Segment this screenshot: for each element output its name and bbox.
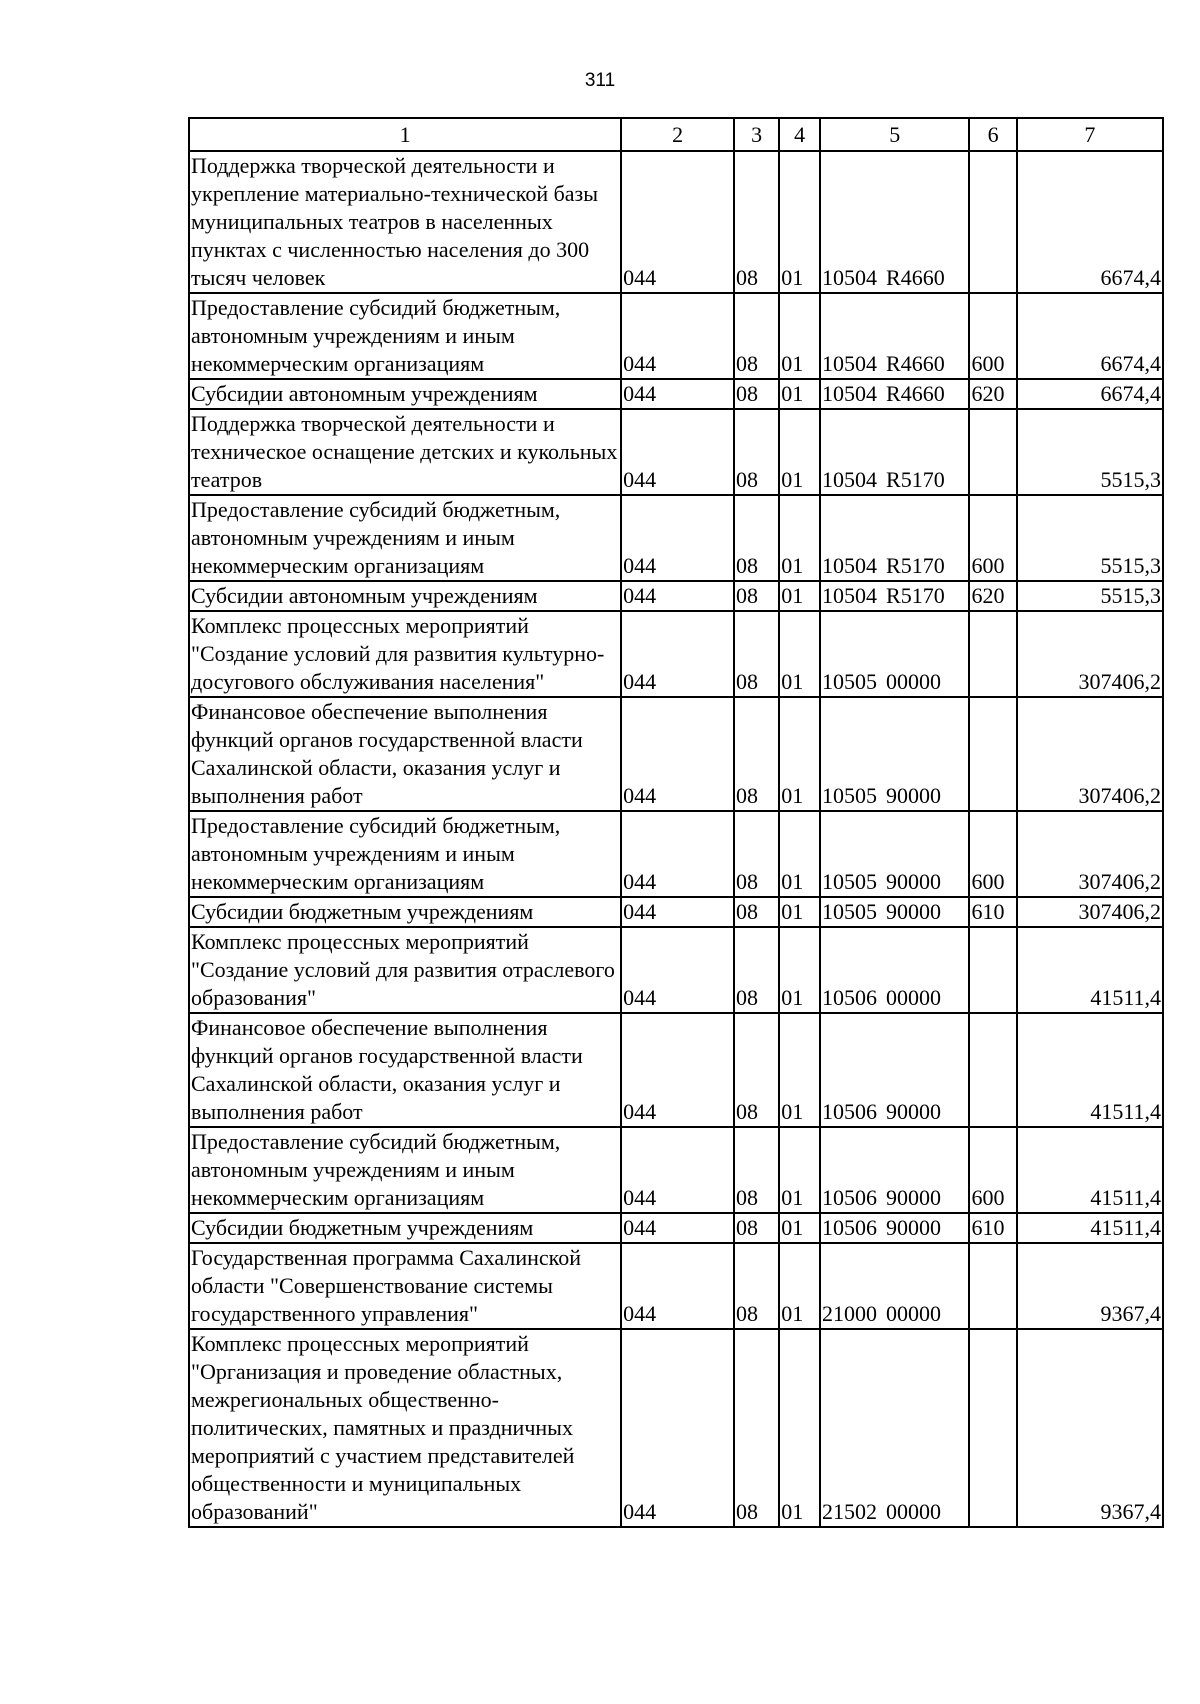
table-row <box>189 1213 1163 1243</box>
row-subsection-code: 01 <box>779 611 820 697</box>
row-ministry-code: 044 <box>621 1127 734 1213</box>
table-row <box>189 293 1163 379</box>
row-amount: 5515,3 <box>1017 409 1163 495</box>
row-section-code: 08 <box>734 1127 779 1213</box>
row-target-code <box>820 1329 969 1527</box>
row-section-code: 08 <box>734 927 779 1013</box>
row-expense-type <box>969 409 1016 495</box>
row-target-code <box>820 927 969 1013</box>
target-code-part-2: 90000 <box>886 869 942 894</box>
row-amount: 41511,4 <box>1017 927 1163 1013</box>
row-expense-type: 620 <box>969 379 1016 409</box>
target-code-part-2: R4660 <box>886 351 945 376</box>
row-name: Предоставление субсидий бюджетным, автономным учреждениям и иным некоммерческим организациям <box>189 495 621 581</box>
row-section-code: 08 <box>734 897 779 927</box>
table-row <box>189 581 1163 611</box>
target-code-part-1: 10505 <box>822 783 878 808</box>
row-ministry-code: 044 <box>621 1329 734 1527</box>
row-target-code <box>820 697 969 811</box>
row-ministry-code: 044 <box>621 1013 734 1127</box>
row-subsection-code: 01 <box>779 409 820 495</box>
column-header-2: 2 <box>621 118 734 151</box>
column-header-4: 4 <box>779 118 820 151</box>
row-target-code <box>820 1013 969 1127</box>
target-code-part-1: 10506 <box>822 1185 878 1210</box>
row-target-code <box>820 151 969 293</box>
row-name: Финансовое обеспечение выполнения функций органов государственной власти Сахалинской области, оказания услуг и выполнения работ <box>189 697 621 811</box>
row-expense-type: 600 <box>969 1127 1016 1213</box>
row-ministry-code: 044 <box>621 1213 734 1243</box>
row-ministry-code: 044 <box>621 293 734 379</box>
row-name: Финансовое обеспечение выполнения функций органов государственной власти Сахалинской области, оказания услуг и выполнения работ <box>189 1013 621 1127</box>
row-section-code: 08 <box>734 379 779 409</box>
row-ministry-code: 044 <box>621 379 734 409</box>
row-subsection-code: 01 <box>779 495 820 581</box>
table-row <box>189 1329 1163 1527</box>
row-expense-type <box>969 697 1016 811</box>
row-subsection-code: 01 <box>779 811 820 897</box>
table-row <box>189 379 1163 409</box>
row-name: Государственная программа Сахалинской области "Совершенствование системы государственного управления" <box>189 1243 621 1329</box>
column-header-7: 7 <box>1017 118 1163 151</box>
row-ministry-code: 044 <box>621 581 734 611</box>
table-row <box>189 611 1163 697</box>
row-subsection-code: 01 <box>779 1329 820 1527</box>
target-code-part-2: R4660 <box>886 265 945 290</box>
target-code-part-1: 10506 <box>822 1215 878 1240</box>
row-target-code <box>820 1243 969 1329</box>
row-ministry-code: 044 <box>621 897 734 927</box>
row-section-code: 08 <box>734 1329 779 1527</box>
row-ministry-code: 044 <box>621 811 734 897</box>
table-row <box>189 697 1163 811</box>
row-target-code <box>820 409 969 495</box>
row-amount: 41511,4 <box>1017 1213 1163 1243</box>
table-row <box>189 151 1163 293</box>
row-name: Поддержка творческой деятельности и укрепление материально-технической базы муниципальных театров в населенных пунктах с численностью населения до 300 тысяч человек <box>189 151 621 293</box>
target-code-part-1: 21502 <box>822 1499 878 1524</box>
row-section-code: 08 <box>734 495 779 581</box>
row-amount: 5515,3 <box>1017 495 1163 581</box>
column-header-1: 1 <box>189 118 621 151</box>
row-amount: 5515,3 <box>1017 581 1163 611</box>
row-expense-type <box>969 1013 1016 1127</box>
target-code-part-1: 10505 <box>822 669 878 694</box>
target-code-part-2: 90000 <box>886 1215 942 1240</box>
row-name: Комплекс процессных мероприятий "Создание условий для развития отраслевого образования" <box>189 927 621 1013</box>
row-expense-type: 610 <box>969 1213 1016 1243</box>
table-row <box>189 409 1163 495</box>
column-header-6: 6 <box>969 118 1016 151</box>
row-target-code <box>820 581 969 611</box>
target-code-part-2: 90000 <box>886 899 942 924</box>
target-code-part-1: 10505 <box>822 899 878 924</box>
row-name: Предоставление субсидий бюджетным, автономным учреждениям и иным некоммерческим организациям <box>189 293 621 379</box>
row-expense-type <box>969 151 1016 293</box>
target-code-part-1: 10505 <box>822 869 878 894</box>
row-name: Предоставление субсидий бюджетным, автономным учреждениям и иным некоммерческим организациям <box>189 1127 621 1213</box>
row-section-code: 08 <box>734 697 779 811</box>
row-ministry-code: 044 <box>621 495 734 581</box>
target-code-part-2: R5170 <box>886 467 945 492</box>
row-subsection-code: 01 <box>779 1127 820 1213</box>
target-code-part-1: 10504 <box>822 583 878 608</box>
row-section-code: 08 <box>734 811 779 897</box>
row-subsection-code: 01 <box>779 379 820 409</box>
row-amount: 307406,2 <box>1017 811 1163 897</box>
row-target-code <box>820 811 969 897</box>
row-subsection-code: 01 <box>779 927 820 1013</box>
target-code-part-2: 00000 <box>886 1499 942 1524</box>
target-code-part-2: R5170 <box>886 583 945 608</box>
row-subsection-code: 01 <box>779 581 820 611</box>
row-subsection-code: 01 <box>779 1243 820 1329</box>
row-amount: 9367,4 <box>1017 1329 1163 1527</box>
row-target-code <box>820 897 969 927</box>
target-code-part-1: 10504 <box>822 351 878 376</box>
row-subsection-code: 01 <box>779 151 820 293</box>
row-name: Субсидии бюджетным учреждениям <box>189 897 621 927</box>
target-code-part-1: 10504 <box>822 467 878 492</box>
row-name: Субсидии бюджетным учреждениям <box>189 1213 621 1243</box>
table-row <box>189 1013 1163 1127</box>
target-code-part-2: 90000 <box>886 783 942 808</box>
row-amount: 41511,4 <box>1017 1127 1163 1213</box>
budget-table <box>188 117 1164 1528</box>
column-header-3: 3 <box>734 118 779 151</box>
row-amount: 6674,4 <box>1017 151 1163 293</box>
target-code-part-2: 00000 <box>886 985 942 1010</box>
row-expense-type: 600 <box>969 293 1016 379</box>
row-ministry-code: 044 <box>621 697 734 811</box>
row-expense-type <box>969 927 1016 1013</box>
row-expense-type: 600 <box>969 495 1016 581</box>
row-expense-type: 620 <box>969 581 1016 611</box>
table-row <box>189 495 1163 581</box>
target-code-part-1: 21000 <box>822 1301 878 1326</box>
table-row <box>189 811 1163 897</box>
row-expense-type: 610 <box>969 897 1016 927</box>
row-ministry-code: 044 <box>621 927 734 1013</box>
row-amount: 307406,2 <box>1017 611 1163 697</box>
target-code-part-1: 10504 <box>822 265 878 290</box>
row-ministry-code: 044 <box>621 409 734 495</box>
table-row <box>189 897 1163 927</box>
row-amount: 6674,4 <box>1017 293 1163 379</box>
row-amount: 6674,4 <box>1017 379 1163 409</box>
row-amount: 307406,2 <box>1017 697 1163 811</box>
row-subsection-code: 01 <box>779 897 820 927</box>
row-ministry-code: 044 <box>621 1243 734 1329</box>
row-expense-type <box>969 1329 1016 1527</box>
row-target-code <box>820 379 969 409</box>
table-row <box>189 1127 1163 1213</box>
row-expense-type <box>969 1243 1016 1329</box>
target-code-part-2: 90000 <box>886 1099 942 1124</box>
row-ministry-code: 044 <box>621 151 734 293</box>
row-name: Комплекс процессных мероприятий "Организация и проведение областных, межрегиональных общественно-политических, памятных и праздничных мероприятий с участием представителей общественности и муниципальных образований" <box>189 1329 621 1527</box>
row-name: Комплекс процессных мероприятий "Создание условий для развития культурно-досугового обслуживания населения" <box>189 611 621 697</box>
target-code-part-1: 10504 <box>822 553 878 578</box>
row-target-code <box>820 611 969 697</box>
row-section-code: 08 <box>734 151 779 293</box>
row-section-code: 08 <box>734 611 779 697</box>
row-name: Поддержка творческой деятельности и техническое оснащение детских и кукольных театров <box>189 409 621 495</box>
row-target-code <box>820 495 969 581</box>
target-code-part-2: 00000 <box>886 1301 942 1326</box>
row-section-code: 08 <box>734 409 779 495</box>
target-code-part-2: R5170 <box>886 553 945 578</box>
row-section-code: 08 <box>734 581 779 611</box>
row-ministry-code: 044 <box>621 611 734 697</box>
row-subsection-code: 01 <box>779 1013 820 1127</box>
row-amount: 307406,2 <box>1017 897 1163 927</box>
row-section-code: 08 <box>734 1013 779 1127</box>
row-subsection-code: 01 <box>779 293 820 379</box>
row-section-code: 08 <box>734 1243 779 1329</box>
table-row <box>189 1243 1163 1329</box>
row-section-code: 08 <box>734 1213 779 1243</box>
row-subsection-code: 01 <box>779 1213 820 1243</box>
row-target-code <box>820 293 969 379</box>
column-header-5: 5 <box>820 118 969 151</box>
row-target-code <box>820 1213 969 1243</box>
row-subsection-code: 01 <box>779 697 820 811</box>
target-code-part-1: 10506 <box>822 1099 878 1124</box>
target-code-part-1: 10504 <box>822 381 878 406</box>
row-name: Субсидии автономным учреждениям <box>189 379 621 409</box>
row-amount: 9367,4 <box>1017 1243 1163 1329</box>
row-amount: 41511,4 <box>1017 1013 1163 1127</box>
target-code-part-2: 90000 <box>886 1185 942 1210</box>
row-name: Предоставление субсидий бюджетным, автономным учреждениям и иным некоммерческим организациям <box>189 811 621 897</box>
row-name: Субсидии автономным учреждениям <box>189 581 621 611</box>
row-expense-type <box>969 611 1016 697</box>
row-target-code <box>820 1127 969 1213</box>
target-code-part-2: R4660 <box>886 381 945 406</box>
header-row <box>189 118 1163 151</box>
row-expense-type: 600 <box>969 811 1016 897</box>
page-number: 311 <box>584 70 616 91</box>
table-row <box>189 927 1163 1013</box>
target-code-part-2: 00000 <box>886 669 942 694</box>
target-code-part-1: 10506 <box>822 985 878 1010</box>
row-section-code: 08 <box>734 293 779 379</box>
